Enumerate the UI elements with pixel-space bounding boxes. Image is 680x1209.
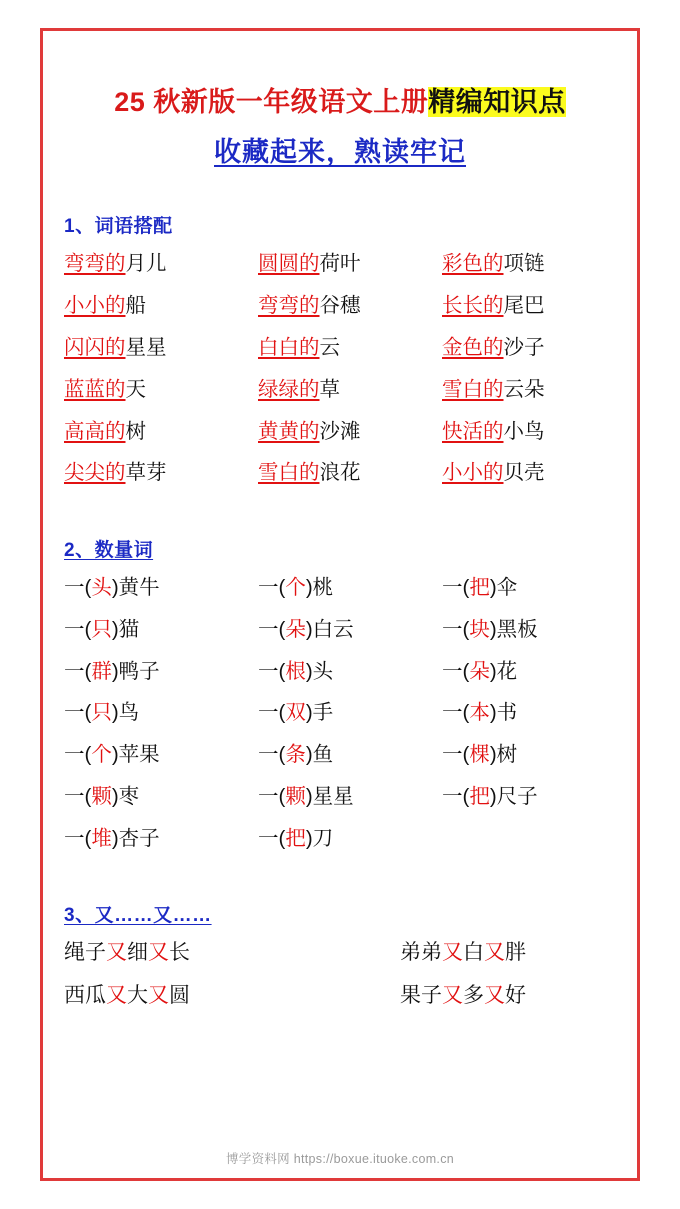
measure-word-item: 一(棵)树 [442, 743, 518, 767]
measure-word-item: 一(朵)白云 [258, 617, 354, 641]
collocation-item: 高高的树 [64, 419, 146, 443]
measure-word-item: 一(把)尺子 [442, 784, 538, 808]
title-highlight-part: 精编知识点 [428, 87, 566, 117]
section-measure-words [64, 535, 616, 854]
footer-watermark: 博学资料网 https://boxue.ituoke.com.cn [225, 1152, 455, 1166]
measure-word-item: 一(本)书 [442, 701, 518, 725]
section-word-collocation [64, 211, 616, 489]
collocation-item: 金色的沙子 [442, 335, 545, 359]
collocation-item: 闪闪的星星 [64, 335, 167, 359]
title-red-part: 25 秋新版一年级语文上册 [114, 87, 429, 117]
collocation-item: 小小的船 [64, 294, 146, 318]
section-2-grid [64, 572, 616, 854]
collocation-item: 尖尖的草芽 [64, 461, 167, 485]
you-you-item: 果子又多又好 [400, 983, 526, 1007]
measure-word-item: 一(个)苹果 [64, 743, 160, 767]
section-1-heading: 1、词语搭配 [64, 216, 173, 238]
measure-word-item: 一(把)刀 [258, 826, 334, 850]
measure-word-item: 一(条)鱼 [258, 743, 334, 767]
measure-word-item: 一(堆)杏子 [64, 826, 160, 850]
measure-word-item: 一(个)桃 [258, 576, 334, 600]
measure-word-item-empty [432, 823, 616, 855]
collocation-item: 长长的尾巴 [442, 294, 545, 318]
collocation-item: 圆圆的荷叶 [258, 252, 361, 276]
document-content [22, 24, 658, 1012]
section-2-heading: 2、数量词 [64, 540, 154, 562]
measure-word-item: 一(块)黑板 [442, 617, 538, 641]
collocation-item: 白白的云 [258, 335, 340, 359]
section-3-grid [64, 937, 616, 1012]
section-3-heading: 3、又……又…… [64, 905, 212, 927]
you-you-item: 绳子又细又长 [64, 941, 190, 965]
measure-word-item: 一(双)手 [258, 701, 334, 725]
section-1-grid [64, 248, 616, 489]
section-you-you [64, 900, 616, 1012]
measure-word-item: 一(群)鸭子 [64, 659, 160, 683]
collocation-item: 弯弯的月儿 [64, 252, 167, 276]
page-title-line-2: 收藏起来，熟读牢记 [214, 137, 466, 168]
collocation-item: 雪白的云朵 [442, 377, 545, 401]
collocation-item: 黄黄的沙滩 [258, 419, 361, 443]
collocation-item: 雪白的浪花 [258, 461, 361, 485]
collocation-item: 弯弯的谷穗 [258, 294, 361, 318]
measure-word-item: 一(把)伞 [442, 576, 518, 600]
measure-word-item: 一(只)猫 [64, 617, 140, 641]
collocation-item: 彩色的项链 [442, 252, 545, 276]
you-you-item: 弟弟又白又胖 [400, 941, 526, 965]
collocation-item: 小小的贝壳 [442, 461, 545, 485]
measure-word-item: 一(朵)花 [442, 659, 518, 683]
measure-word-item: 一(头)黄牛 [64, 576, 160, 600]
measure-word-item: 一(颗)枣 [64, 784, 140, 808]
measure-word-item: 一(只)鸟 [64, 701, 140, 725]
collocation-item: 绿绿的草 [258, 377, 340, 401]
page-title-line-1 [64, 84, 616, 120]
collocation-item: 蓝蓝的天 [64, 377, 146, 401]
you-you-item: 西瓜又大又圆 [64, 983, 190, 1007]
measure-word-item: 一(颗)星星 [258, 784, 354, 808]
collocation-item: 快活的小鸟 [442, 419, 545, 443]
measure-word-item: 一(根)头 [258, 659, 334, 683]
